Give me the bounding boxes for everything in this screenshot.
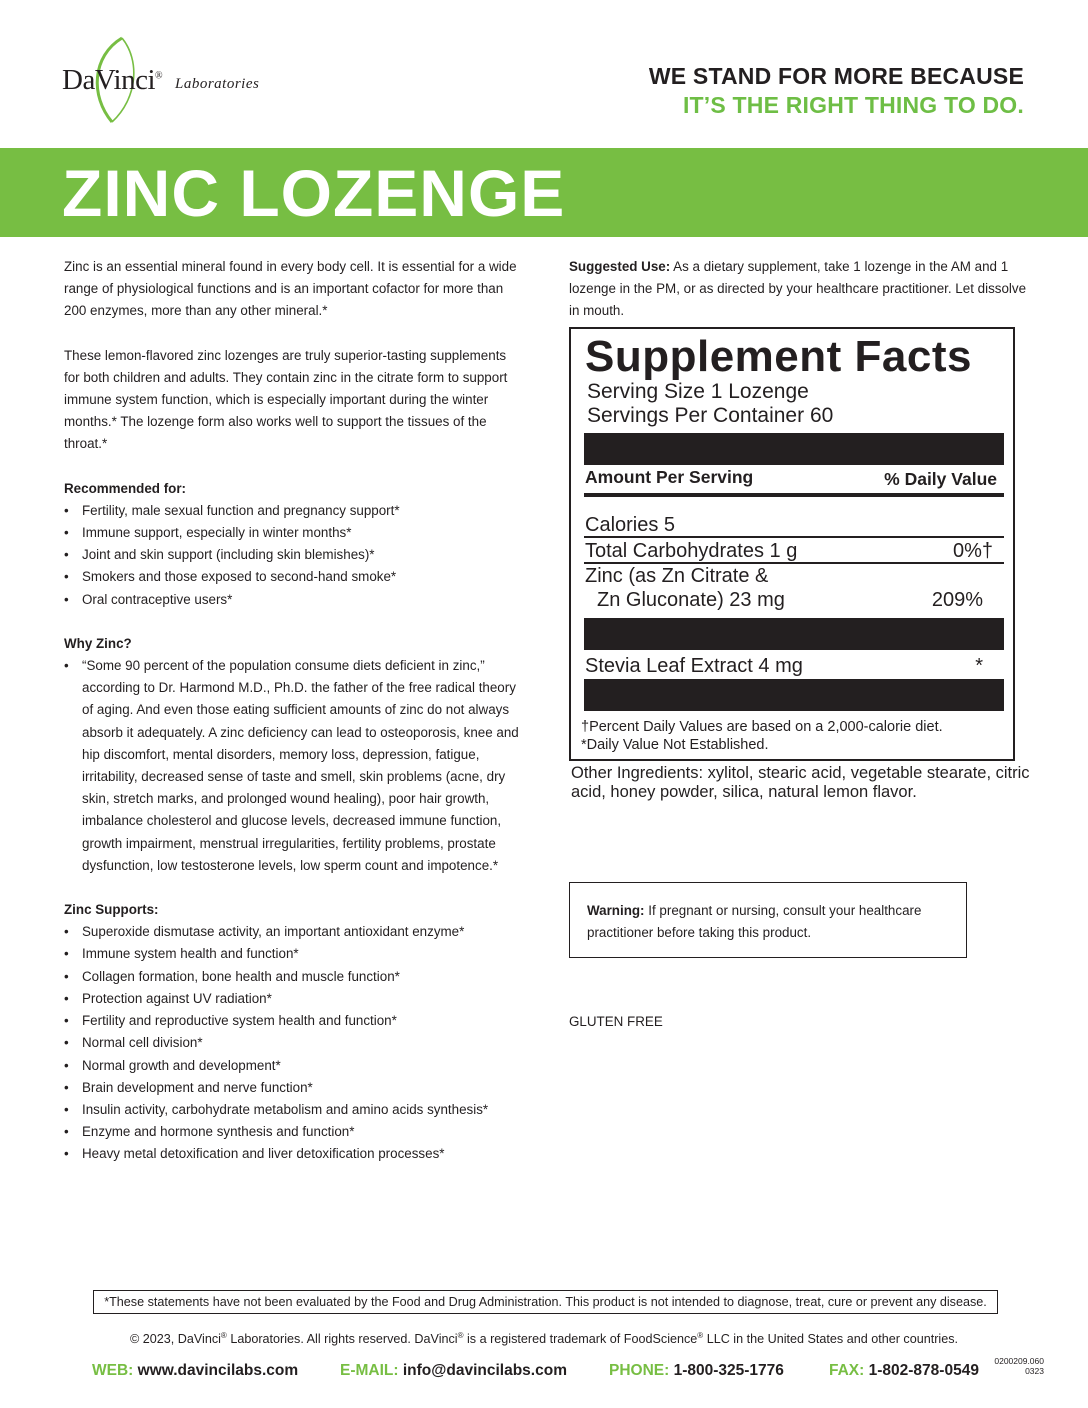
- calories-label: Calories 5: [585, 514, 676, 536]
- recommended-list: [64, 500, 524, 611]
- list-item: • Fertility, male sexual function and pregnancy support*: [64, 500, 524, 522]
- contact-fax: [829, 1362, 979, 1380]
- facts-row-carbs: [585, 539, 993, 563]
- servings-per-container: Servings Per Container 60: [587, 404, 834, 427]
- supplement-facts-panel: [569, 327, 1015, 761]
- warning-label: Warning:: [587, 903, 645, 918]
- tagline-line-2: IT’S THE RIGHT THING TO DO.: [682, 92, 1024, 118]
- contact-phone: [609, 1362, 784, 1380]
- recommended-heading: Recommended for:: [64, 480, 187, 496]
- facts-rule: [584, 493, 1004, 497]
- facts-header-row: [585, 467, 995, 488]
- list-item: • Immune support, especially in winter months*: [64, 522, 524, 544]
- zinc-label-line-2: Zn Gluconate) 23 mg: [597, 589, 785, 611]
- web-label: WEB:: [92, 1362, 134, 1379]
- description-column: [64, 256, 524, 1188]
- phone-number: 1-800-325-1776: [673, 1362, 784, 1379]
- list-item: • Heavy metal detoxification and liver detoxification processes*: [64, 1143, 524, 1165]
- intro-paragraph-2: These lemon-flavored zinc lozenges are truly superior-tasting supplements for both children and adults. They contain zinc in the citrate form to support immune system function, which is especially important during the winter months.* The lozenge form also works well to support the tissues of the throat.*: [64, 347, 508, 452]
- facts-title: Supplement Facts: [585, 332, 972, 381]
- list-item: • Fertility and reproductive system health and function*: [64, 1010, 524, 1032]
- serving-info: [587, 380, 833, 428]
- list-item: • Immune system health and function*: [64, 943, 524, 965]
- fax-number: 1-802-878-0549: [868, 1362, 979, 1379]
- carbs-dv: 0%†: [952, 540, 993, 562]
- footnote-not-established: *Daily Value Not Established.: [581, 737, 769, 753]
- suggested-use: [569, 256, 1029, 322]
- list-item: • Brain development and nerve function*: [64, 1077, 524, 1099]
- list-item: • Normal cell division*: [64, 1032, 524, 1054]
- email-link[interactable]: info@davincilabs.com: [402, 1362, 567, 1379]
- product-title: ZINC LOZENGE: [62, 156, 566, 230]
- facts-divider-bar: [584, 618, 1004, 650]
- serving-size: Serving Size 1 Lozenge: [587, 380, 809, 403]
- contact-web[interactable]: [92, 1362, 298, 1380]
- fda-disclaimer: *These statements have not been evaluated by the Food and Drug Administration. This product is not intended to diagnose, treat, cure or prevent any disease.: [93, 1290, 998, 1314]
- stevia-dv: *: [975, 655, 983, 677]
- why-list: [64, 655, 524, 877]
- list-item: • Smokers and those exposed to second-hand smoke*: [64, 566, 524, 588]
- web-link[interactable]: www.davincilabs.com: [137, 1362, 299, 1379]
- phone-label: PHONE:: [609, 1362, 670, 1379]
- facts-row-zinc: [585, 564, 993, 612]
- list-item: • Insulin activity, carbohydrate metabolism and amino acids synthesis*: [64, 1099, 524, 1121]
- footnote-daily-values: †Percent Daily Values are based on a 2,000-calorie diet.: [581, 719, 943, 735]
- gluten-free-note: GLUTEN FREE: [569, 1014, 663, 1029]
- zinc-dv: 209%: [931, 589, 983, 611]
- list-item: • Collagen formation, bone health and muscle function*: [64, 966, 524, 988]
- logo-subtitle: Laboratories: [175, 76, 260, 92]
- supports-heading: Zinc Supports:: [64, 902, 159, 918]
- facts-footnotes: [581, 718, 943, 754]
- email-label: E-MAIL:: [340, 1362, 399, 1379]
- list-item: • Joint and skin support (including skin blemishes)*: [64, 544, 524, 566]
- stevia-label: Stevia Leaf Extract 4 mg: [585, 655, 803, 677]
- other-ingredients: Other Ingredients: xylitol, stearic acid, vegetable stearate, citric acid, honey powder, silica, natural lemon flavor.: [571, 764, 1030, 801]
- list-item: • Oral contraceptive users*: [64, 589, 524, 611]
- carbs-label: Total Carbohydrates 1 g: [585, 540, 798, 562]
- fax-label: FAX:: [829, 1362, 865, 1379]
- intro-paragraph-1: Zinc is an essential mineral found in every body cell. It is essential for a wide range of physiological functions and is an important cofactor for more than 200 enzymes, more than any other mineral.*: [64, 259, 517, 319]
- why-heading: Why Zinc?: [64, 635, 132, 651]
- facts-row-calories: [585, 513, 993, 537]
- amount-per-serving-header: Amount Per Serving: [585, 467, 754, 487]
- supports-list: [64, 921, 524, 1165]
- list-item: • Normal growth and development*: [64, 1055, 524, 1077]
- logo-brand-name: DaVinci®: [62, 64, 163, 96]
- facts-divider-bar: [584, 433, 1004, 465]
- document-code: 0200209.060 0323: [994, 1356, 1044, 1376]
- zinc-label-line-1: Zinc (as Zn Citrate &: [585, 565, 769, 587]
- brand-logo: [62, 36, 302, 126]
- warning-text: If pregnant or nursing, consult your healthcare practitioner before taking this product.: [587, 903, 922, 940]
- list-item: • Enzyme and hormone synthesis and function*: [64, 1121, 524, 1143]
- facts-rule: [584, 536, 1004, 538]
- tagline-line-1: WE STAND FOR MORE BECAUSE: [648, 63, 1024, 89]
- warning-box: [569, 882, 967, 958]
- tagline: [649, 62, 1024, 120]
- contact-email[interactable]: [340, 1362, 567, 1380]
- list-item: • “Some 90 percent of the population consume diets deficient in zinc,” according to Dr. Harmond M.D., Ph.D. the father of the free radical theory of aging. And even those eating sufficient amounts of zinc do not always absorb it adequately. A zinc deficiency can lead to osteoporosis, knee and hip discomfort, mental disorders, memory loss, depression, fatigue, irritability, decreased sense of taste and smell, skin problems (acne, dry skin, stretch marks, and prolonged wound healing), poor hair growth, imbalance cholesterol and glucose levels, decreased immune function, growth impairment, menstrual irregularities, fertility problems, prostate dysfunction, low testosterone levels, low sperm count and impotence.*: [64, 655, 524, 877]
- suggested-use-label: Suggested Use:: [569, 259, 671, 274]
- copyright-line: © 2023, DaVinci® Laboratories. All rights reserved. DaVinci® is a registered trademark of FoodScience® LLC in the United States and other countries.: [129, 1331, 959, 1347]
- suggested-use-text: As a dietary supplement, take 1 lozenge in the AM and 1 lozenge in the PM, or as directed by your healthcare practitioner. Let dissolve in mouth.: [569, 259, 1027, 318]
- facts-divider-bar: [584, 679, 1004, 711]
- title-banner: [0, 148, 1088, 237]
- daily-value-header: % Daily Value: [884, 469, 997, 489]
- list-item: • Protection against UV radiation*: [64, 988, 524, 1010]
- facts-row-stevia: [585, 654, 993, 678]
- list-item: • Superoxide dismutase activity, an important antioxidant enzyme*: [64, 921, 524, 943]
